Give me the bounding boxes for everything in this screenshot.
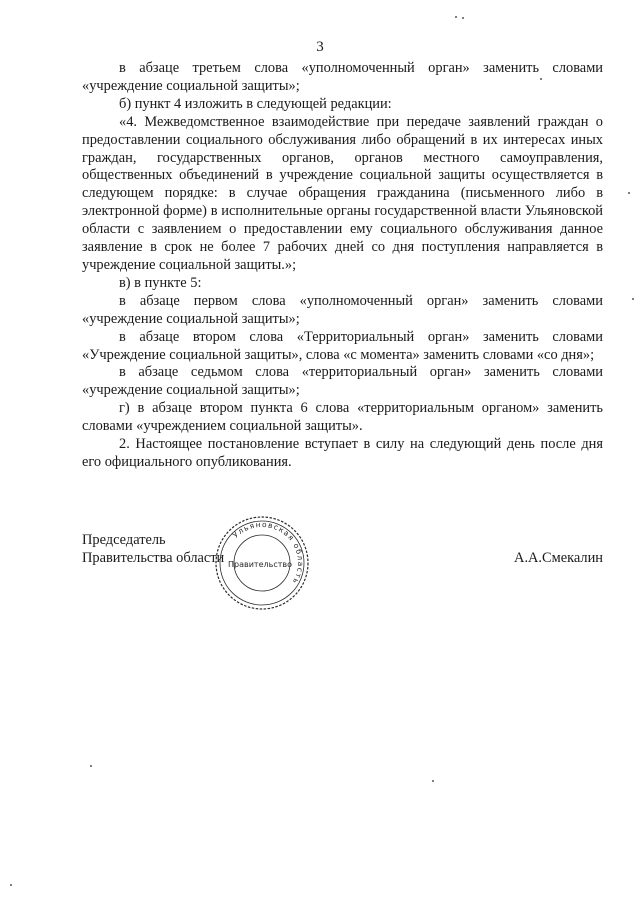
paragraph: «4. Межведомственное взаимодействие при передаче заявлений граждан о предоставлении социального обслуживания либо обращений в их интересах иных граждан, государственных органов, органов местного самоуправления, общественных объединений в учреждение социальной защиты осуществляется в следующем порядке: в случае обращения гражданина (письменного либо в электронной форме) в исполнительные органы государственной власти Ульяновской области с заявлением о предоставлении ему социального обслуживания данное заявление в срок не более 7 рабочих дней со дня поступления направляется в учреждение социальной защиты.»; (82, 113, 603, 273)
scan-speck (540, 78, 542, 80)
official-seal (214, 515, 310, 611)
document-body (82, 60, 603, 472)
seal-center-text: Правительство (228, 560, 292, 569)
scan-speck (455, 16, 457, 18)
page-number: 3 (316, 39, 324, 55)
signatory-title-line1: Председатель (82, 532, 166, 548)
scan-speck (632, 298, 634, 300)
signatory-name: А.А.Смекалин (514, 550, 603, 567)
scan-speck (628, 192, 630, 194)
scan-speck (90, 765, 92, 767)
paragraph: г) в абзаце втором пункта 6 слова «территориальным органом» заменить словами «учреждением социальной защиты». (82, 400, 603, 435)
signatory-title-line2: Правительства области (82, 550, 225, 567)
scan-speck (432, 780, 434, 782)
paragraph: в абзаце втором слова «Территориальный орган» заменить словами «Учреждение социальной защиты», слова «с момента» заменить словами «со дня»; (82, 328, 603, 363)
signature-block (82, 531, 603, 568)
scan-speck (462, 17, 464, 19)
paragraph: в абзаце седьмом слова «территориальный орган» заменить словами «учреждение социальной защиты»; (82, 364, 603, 399)
paragraph: в) в пункте 5: (119, 274, 202, 291)
seal-ring-text: Ульяновская область (230, 519, 306, 587)
paragraph: в абзаце первом слова «уполномоченный орган» заменить словами «учреждение социальной защиты»; (82, 292, 603, 327)
scan-speck (10, 884, 12, 886)
paragraph: 2. Настоящее постановление вступает в силу на следующий день после дня его официального опубликования. (82, 436, 603, 470)
paragraph: в абзаце третьем слова «уполномоченный орган» заменить словами «учреждение социальной защиты»; (82, 60, 603, 94)
paragraph: б) пункт 4 изложить в следующей редакции: (119, 95, 392, 112)
